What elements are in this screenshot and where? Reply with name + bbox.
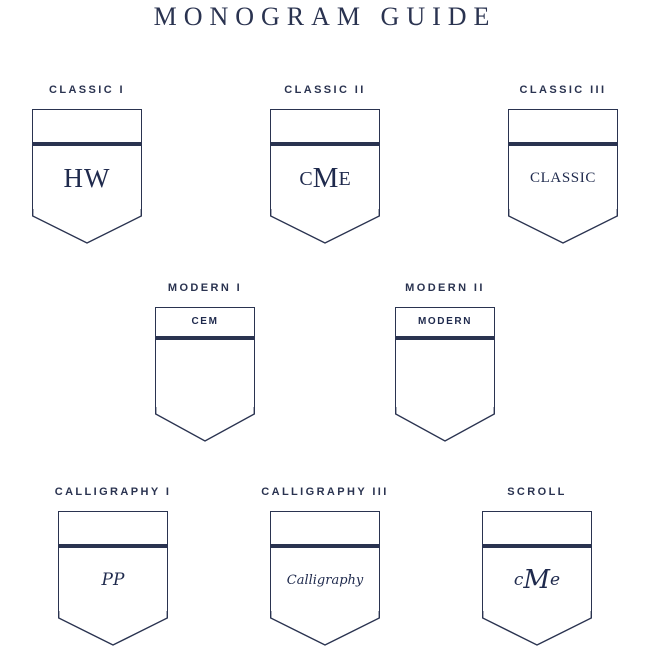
monogram-card-scroll[interactable] — [449, 486, 625, 646]
pocket-body — [155, 307, 255, 407]
monogram-area — [59, 548, 167, 612]
pocket-point-icon — [270, 208, 380, 244]
monogram-card-modern-ii[interactable] — [357, 282, 533, 442]
monogram-text: CEM — [191, 316, 219, 327]
pocket-point-icon — [395, 406, 495, 442]
monogram-label: CLASSIC II — [284, 84, 366, 96]
monogram-card-calligraphy-iii[interactable] — [237, 486, 413, 646]
pocket-point-icon — [482, 610, 592, 646]
monogram-row-modern — [0, 282, 650, 442]
monogram-card-calligraphy-i[interactable] — [25, 486, 201, 646]
pocket-point-icon — [58, 610, 168, 646]
monogram-initial-right: E — [338, 167, 351, 190]
pocket-shape — [508, 109, 618, 244]
monogram-label: CLASSIC III — [519, 84, 607, 96]
monogram-label: CALLIGRAPHY I — [54, 486, 172, 498]
pocket-point-icon — [508, 208, 618, 244]
monogram-text — [514, 567, 560, 593]
monogram-card-classic-i[interactable] — [0, 84, 174, 244]
pocket-body — [482, 511, 592, 611]
monogram-initial-left: C — [299, 167, 313, 190]
monogram-card-classic-ii[interactable] — [238, 84, 412, 244]
pocket-shape — [32, 109, 142, 244]
pocket-body — [270, 511, 380, 611]
pocket-shape — [270, 511, 380, 646]
monogram-label: MODERN II — [405, 282, 485, 294]
monogram-initial-center: M — [312, 161, 339, 194]
pocket-shape — [58, 511, 168, 646]
monogram-text — [299, 161, 351, 194]
pocket-body — [270, 109, 380, 209]
pocket-stripe — [156, 336, 254, 340]
monogram-area — [33, 146, 141, 210]
monogram-label: CLASSIC I — [49, 84, 125, 96]
pocket-stripe — [396, 336, 494, 340]
monogram-row-script — [0, 486, 650, 646]
monogram-initial-center: M — [523, 565, 551, 595]
pocket-shape — [482, 511, 592, 646]
monogram-text: HW — [63, 162, 111, 193]
monogram-initial-left: c — [513, 570, 524, 590]
monogram-area — [509, 146, 617, 210]
pocket-point-icon — [270, 610, 380, 646]
monogram-text: CLASSIC — [530, 169, 596, 186]
pocket-body — [58, 511, 168, 611]
monogram-area — [483, 548, 591, 612]
pocket-body — [32, 109, 142, 209]
monogram-area — [271, 146, 379, 210]
monogram-initial-right: e — [550, 570, 561, 590]
monogram-card-classic-iii[interactable] — [476, 84, 650, 244]
monogram-area — [396, 308, 494, 336]
monogram-text: MODERN — [417, 316, 473, 327]
pocket-shape — [155, 307, 255, 442]
monogram-label: MODERN I — [167, 282, 243, 294]
pocket-body — [395, 307, 495, 407]
monogram-label: CALLIGRAPHY III — [261, 486, 389, 498]
pocket-point-icon — [155, 406, 255, 442]
monogram-label: SCROLL — [507, 486, 567, 498]
monogram-text: Calligraphy — [286, 572, 364, 588]
pocket-shape — [270, 109, 380, 244]
page-title: MONOGRAM GUIDE — [153, 2, 497, 31]
pocket-shape — [395, 307, 495, 442]
monogram-area — [156, 308, 254, 336]
pocket-body — [508, 109, 618, 209]
pocket-point-icon — [32, 208, 142, 244]
monogram-card-modern-i[interactable] — [117, 282, 293, 442]
monogram-text: PP — [101, 569, 125, 590]
monogram-row-classic — [0, 84, 650, 244]
monogram-area — [271, 548, 379, 612]
